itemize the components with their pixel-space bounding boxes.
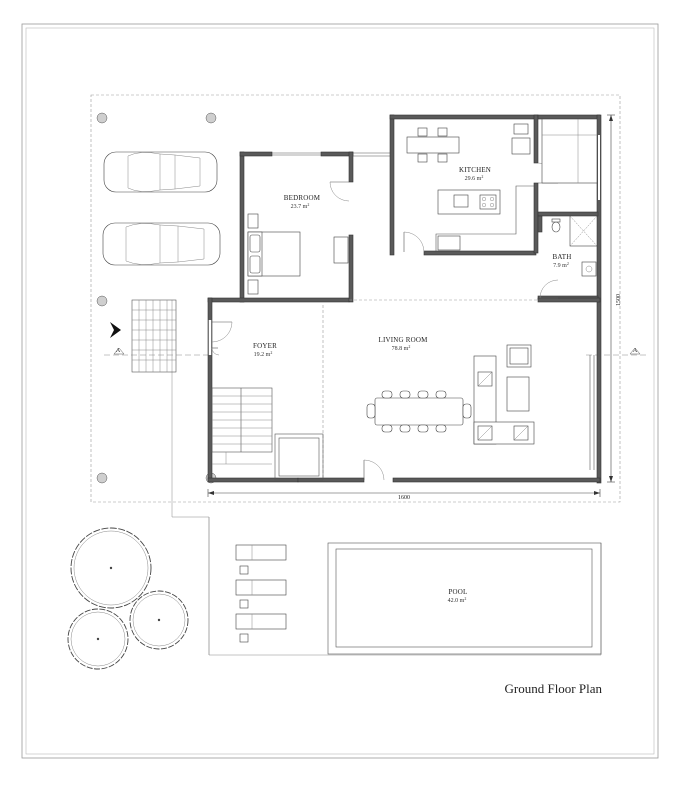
car-icon xyxy=(104,152,217,192)
sun-lounger xyxy=(236,545,286,574)
entrance-stairs xyxy=(132,300,176,372)
dimension-width-label: 1600 xyxy=(398,495,410,501)
room-area-bath: 7.9 $m^2$ xyxy=(553,261,569,269)
dining-table-kitchen xyxy=(407,128,459,162)
foyer-cabinet xyxy=(275,434,323,480)
door-front xyxy=(364,460,384,480)
sofa xyxy=(474,345,534,444)
section-mark-right-label: A xyxy=(632,348,638,354)
tree-icon xyxy=(71,528,151,608)
door-kitchen xyxy=(404,232,424,252)
room-label-bath: BATH xyxy=(552,253,572,261)
room-label-bedroom: BEDROOM xyxy=(283,194,321,202)
room-label-foyer: FOYER xyxy=(253,342,277,350)
pantry-shelf xyxy=(542,119,597,183)
dimension-height-label: 1500 xyxy=(616,294,622,306)
section-mark-left-label: A xyxy=(115,348,121,354)
room-label-pool: POOL xyxy=(448,588,468,596)
interior-stairs xyxy=(212,388,272,464)
tree-icon xyxy=(130,591,188,649)
dimension-height-line xyxy=(607,115,615,482)
room-label-living: LIVING ROOM xyxy=(378,336,428,344)
car-icon xyxy=(103,223,220,265)
entry-arrow-icon xyxy=(110,322,121,338)
room-area-kitchen: 29.6 $m^2$ xyxy=(464,174,484,182)
dining-table-living xyxy=(367,391,471,432)
room-label-kitchen: KITCHEN xyxy=(458,166,492,174)
door-foyer xyxy=(212,322,232,355)
door-bedroom xyxy=(330,182,349,201)
room-area-living: 78.8 $m^2$ xyxy=(391,344,411,352)
drawing-title: Ground Floor Plan xyxy=(504,681,602,696)
bed xyxy=(248,214,348,294)
tree-icon xyxy=(68,609,128,669)
sun-lounger xyxy=(236,580,286,608)
room-area-pool: 42.0 $m^2$ xyxy=(447,596,467,604)
door-bath xyxy=(540,280,558,298)
armchair-kitchen xyxy=(512,124,530,154)
garden-path xyxy=(172,300,601,655)
room-area-foyer: 19.2 $m^2$ xyxy=(253,350,273,358)
sun-lounger xyxy=(236,614,286,642)
kitchen-island xyxy=(438,190,500,214)
room-area-bedroom: 23.7 $m^2$ xyxy=(290,202,310,210)
